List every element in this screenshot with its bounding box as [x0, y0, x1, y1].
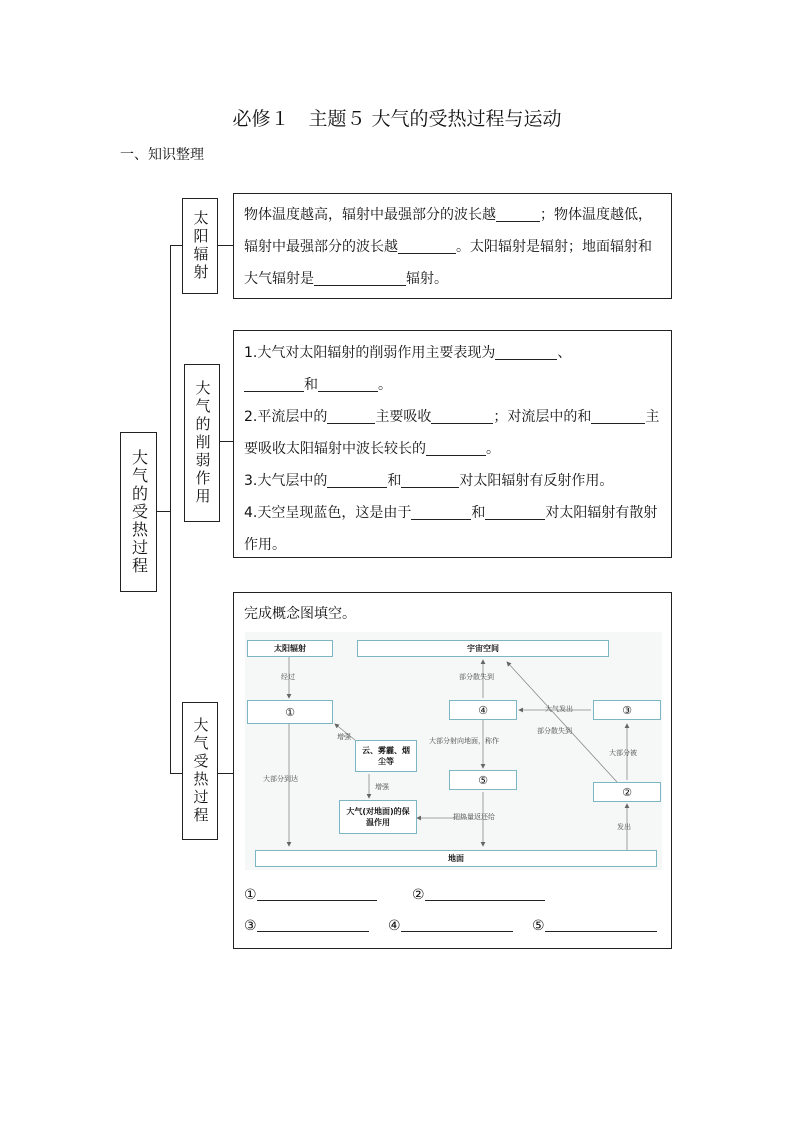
- node-space: 宇宙空间: [357, 640, 609, 657]
- page-title: 必修１ 主题５ 大气的受热过程与运动: [232, 108, 562, 130]
- blank-troposphere-2[interactable]: [426, 439, 486, 456]
- blank-weaken-2[interactable]: [244, 375, 304, 392]
- answer-3-blank[interactable]: [257, 917, 369, 932]
- blank-scatter-2[interactable]: [485, 503, 545, 520]
- box2-line-3: [244, 465, 661, 497]
- node-1: ①: [247, 700, 333, 724]
- box2-text: 、: [557, 345, 572, 361]
- link-weaken: [219, 441, 233, 442]
- node-2: ②: [593, 782, 661, 802]
- node-solar-radiation: 太阳辐射: [247, 640, 333, 657]
- node-3: ③: [593, 700, 661, 720]
- root-label-box: [120, 432, 157, 592]
- section-heading: 一、知识整理: [120, 147, 204, 163]
- answer-3-marker: ③: [244, 918, 257, 934]
- blank-wavelength-low[interactable]: [398, 237, 456, 254]
- link-heating: [217, 773, 233, 774]
- node-insulation: 大气(对地面)的保温作用: [339, 800, 417, 834]
- box1-text-3: 。太阳辐射是: [456, 239, 540, 255]
- link-solar: [217, 245, 233, 246]
- box2-line-1: [244, 337, 661, 401]
- answer-2-marker: ②: [412, 887, 425, 903]
- blank-ground-radiation[interactable]: [314, 269, 406, 286]
- label-enhance-2: 增强: [375, 783, 389, 791]
- box2-text: 主要吸收: [375, 409, 432, 425]
- blank-weaken-3[interactable]: [318, 375, 378, 392]
- label-absorbed: 大部分被: [609, 749, 637, 757]
- blank-troposphere-1[interactable]: [591, 407, 645, 424]
- box1-text-1: 物体温度越高，辐射中最强部分的波长越: [244, 207, 496, 223]
- answer-1-marker: ①: [244, 887, 257, 903]
- answer-4-blank[interactable]: [401, 917, 513, 932]
- answer-2-blank[interactable]: [425, 886, 545, 901]
- box2-text: 和: [471, 505, 486, 521]
- answer-5: [532, 917, 657, 934]
- label-reach: 大部分到达: [263, 775, 298, 783]
- concept-map-intro: 完成概念图填空。: [244, 606, 356, 622]
- blank-reflect-2[interactable]: [401, 471, 459, 488]
- blank-wavelength-high[interactable]: [496, 205, 540, 222]
- box2-text: 3.大气层中的: [244, 473, 328, 489]
- label-atm-emit: 大气发出: [545, 705, 573, 713]
- answer-4: [388, 917, 513, 934]
- box2-text: 。: [378, 377, 392, 393]
- label-return: 把热量返还给: [453, 813, 495, 821]
- heating-label: 大气受热过程: [191, 717, 210, 825]
- answer-1-blank[interactable]: [257, 886, 377, 901]
- blank-stratosphere-2[interactable]: [431, 407, 493, 424]
- figure-arrows: [245, 632, 662, 870]
- label-emit: 发出: [617, 823, 631, 831]
- tree-trunk: [170, 245, 171, 773]
- concept-figure: [245, 632, 662, 870]
- root-label: 大气的受热过程: [129, 449, 149, 575]
- box2-text: 2.平流层中的: [244, 409, 328, 425]
- answer-5-blank[interactable]: [545, 917, 657, 932]
- box2-text: 4.天空呈现蓝色，这是由于: [244, 505, 412, 521]
- tree-branch-bottom: [170, 773, 182, 774]
- heating-label-box: [182, 702, 218, 840]
- solar-label-box: [182, 198, 218, 294]
- node-cloud: 云、雾霾、烟尘等: [355, 740, 417, 772]
- box2-text: 和: [304, 377, 318, 393]
- tree-branch-top: [170, 245, 182, 246]
- tree-root-link: [156, 511, 170, 512]
- label-to-ground: 大部分射向地面，称作: [429, 737, 499, 745]
- box2-text: 1.大气对太阳辐射的削弱作用主要表现为: [244, 345, 496, 361]
- box2-text: 主要吸收太阳辐射中波长较长的: [244, 409, 660, 457]
- weakening-box: [233, 330, 672, 558]
- node-4: ④: [449, 700, 517, 720]
- box1-text-5: 辐射。: [406, 271, 448, 287]
- blank-scatter-1[interactable]: [411, 503, 471, 520]
- box2-text: 对太阳辐射有散射作用。: [244, 505, 658, 553]
- blank-reflect-1[interactable]: [327, 471, 387, 488]
- box1-text-4: 辐射；地面辐射和大气辐射是: [244, 239, 652, 287]
- label-enhance-1: 增强: [337, 733, 351, 741]
- answer-3: [244, 917, 369, 934]
- answer-2: [412, 886, 545, 903]
- answer-5-marker: ⑤: [532, 918, 545, 934]
- weaken-label-box: [184, 364, 220, 522]
- node-ground: 地面: [255, 850, 657, 867]
- node-5: ⑤: [449, 770, 517, 790]
- blank-weaken-1[interactable]: [495, 343, 557, 360]
- box1-text-2: ；物体温度越低，辐射中最强部分的波长越: [244, 207, 652, 255]
- label-scatter-1: 部分散失到: [459, 673, 494, 681]
- solar-label: 太阳辐射: [191, 210, 210, 282]
- answer-1: [244, 886, 377, 903]
- box2-text: 和: [387, 473, 402, 489]
- box2-text: 。: [486, 441, 500, 457]
- weaken-label: 大气的削弱作用: [193, 380, 212, 506]
- box2-text: ；对流层中的和: [493, 409, 592, 425]
- solar-radiation-box: [233, 193, 672, 299]
- answer-4-marker: ④: [388, 918, 401, 934]
- label-pass: 经过: [281, 673, 295, 681]
- blank-stratosphere-1[interactable]: [327, 407, 375, 424]
- box2-line-2: [244, 401, 661, 465]
- box2-text: 对太阳辐射有反射作用。: [459, 473, 614, 489]
- label-scatter-2: 部分散失到: [537, 727, 572, 735]
- box2-line-4: [244, 497, 661, 561]
